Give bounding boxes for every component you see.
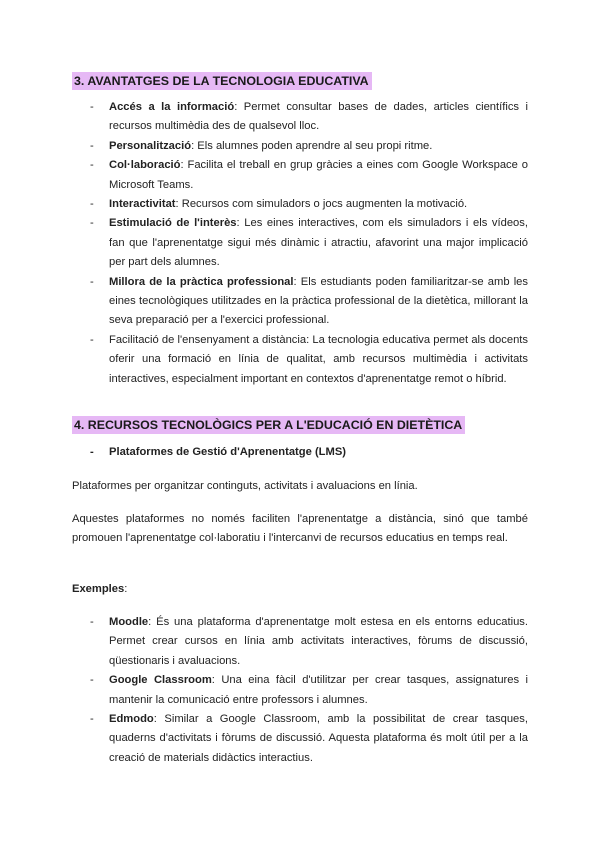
advantages-list — [72, 98, 528, 389]
list-item: - Estimulació de l'interès: Les eines interactives, com els simuladors i els vídeos, fan que l'aprenentatge sigui més dinàmic i atractiu, afavorint una major implicació per part dels alumnes. — [72, 214, 528, 272]
examples-list — [72, 613, 528, 768]
lms-subheading: - Plataformes de Gestió d'Aprenentatge (LMS) — [90, 446, 347, 458]
list-item: - Edmodo: Similar a Google Classroom, amb la possibilitat de crear tasques, quaderns d'activitats i fòrums de discussió. Aquesta plataforma és molt útil per a la creació de materials didàctics interactius. — [72, 710, 528, 768]
section-4-heading: 4. RECURSOS TECNOLÒGICS PER A L'EDUCACIÓ EN DIETÈTICA — [72, 416, 465, 434]
list-item: - Google Classroom: Una eina fàcil d'utilitzar per crear tasques, assignatures i mantenir la comunicació entre professors i alumnes. — [72, 671, 528, 710]
list-item: - Millora de la pràctica professional: Els estudiants poden familiaritzar-se amb les eines tecnològiques utilitzades en la pràctica professional de la dietètica, millorant la seva preparació per a l'exercici professional. — [72, 273, 528, 331]
list-item: - Moodle: És una plataforma d'aprenentatge molt estesa en els entorns educatius. Permet crear cursos en línia amb activitats interactives, fòrums de discussió, qüestionaris i avaluacions. — [72, 613, 528, 671]
list-item: - Facilitació de l'ensenyament a distància: La tecnologia educativa permet als docents oferir una formació en línia de qualitat, amb recursos multimèdia i activitats interactives, especialment important en contextos d'aprenentatge remot o híbrid. — [72, 331, 528, 389]
list-item: - Personalització: Els alumnes poden aprendre al seu propi ritme. — [72, 137, 528, 156]
list-item: - Accés a la informació: Permet consultar bases de dades, articles científics i recursos multimèdia des de qualsevol lloc. — [72, 98, 528, 137]
examples-label: Exemples: — [72, 583, 128, 595]
list-item: - Col·laboració: Facilita el treball en grup gràcies a eines com Google Workspace o Microsoft Teams. — [72, 156, 528, 195]
lms-description-paragraph: Aquestes plataformes no només faciliten l'aprenentatge a distància, sinó que també promouen l'aprenentatge col·laboratiu i l'intercanvi de recursos educatius en temps real. — [72, 513, 528, 545]
lms-intro-paragraph: Plataformes per organitzar continguts, activitats i avaluacions en línia. — [72, 480, 418, 492]
list-item: - Interactivitat: Recursos com simuladors o jocs augmenten la motivació. — [72, 195, 528, 214]
section-3-heading: 3. AVANTATGES DE LA TECNOLOGIA EDUCATIVA — [72, 72, 372, 90]
